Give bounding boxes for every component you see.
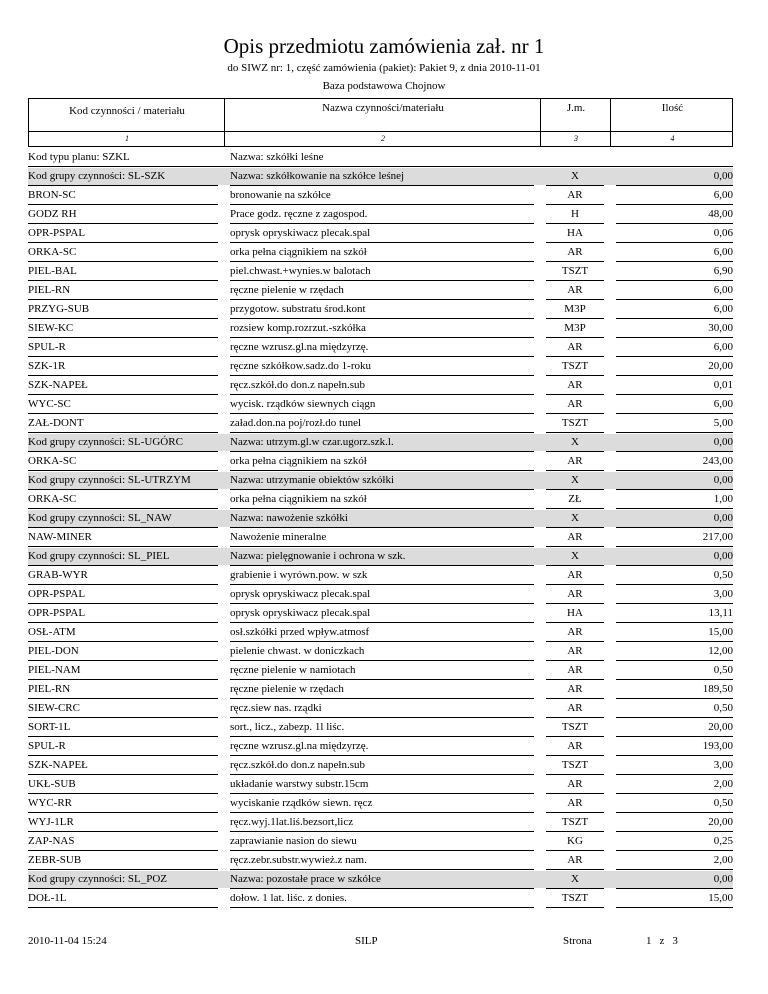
cell-name: ręcz.szkół.do don.z napełn.sub — [230, 759, 366, 771]
table-row — [28, 186, 733, 205]
cell-unit: TSZT — [561, 816, 589, 828]
cell-code: SZK-NAPEŁ — [28, 379, 88, 391]
table-row — [28, 395, 733, 414]
cell-unit: KG — [567, 835, 583, 847]
cell-name: oprysk opryskiwacz plecak.spal — [230, 588, 371, 600]
column-header-name: Nazwa czynności/materiału — [322, 102, 444, 114]
cell-code: SPUL-R — [28, 740, 66, 752]
cell-code: PIEL-RN — [28, 284, 71, 296]
cell-unit: X — [571, 170, 579, 182]
cell-quantity: 6,00 — [713, 284, 733, 296]
page-current: 1 — [646, 935, 652, 947]
cell-unit: AR — [567, 626, 583, 638]
cell-name: wycisk. rządków siewnych ciągn — [230, 398, 376, 410]
cell-unit: AR — [567, 455, 583, 467]
table-row — [28, 566, 733, 585]
cell-name: ręczne szkółkow.sadz.do 1-roku — [230, 360, 372, 372]
cell-quantity: 0,06 — [713, 227, 733, 239]
cell-unit: AR — [567, 189, 583, 201]
cell-name: rozsiew komp.rozrzut.-szkółka — [230, 322, 366, 334]
group-row — [28, 547, 733, 566]
cell-name: Nazwa: pielęgnowanie i ochrona w szk. — [230, 550, 406, 562]
document-title: Opis przedmiotu zamówienia zał. nr 1 — [223, 34, 545, 58]
table-body — [28, 148, 733, 908]
cell-quantity: 0,00 — [713, 170, 733, 182]
cell-code: WYC-RR — [28, 797, 72, 809]
cell-name: Nazwa: utrzym.gl.w czar.ugorz.szk.l. — [230, 436, 394, 448]
cell-unit: AR — [567, 702, 583, 714]
cell-quantity: 3,00 — [713, 759, 733, 771]
cell-code: OSŁ-ATM — [28, 626, 76, 638]
cell-quantity: 6,00 — [713, 303, 733, 315]
table-row — [28, 889, 733, 908]
cell-code: GODZ RH — [28, 208, 77, 220]
column-numbers — [28, 132, 733, 147]
cell-code: DOŁ-1L — [28, 892, 67, 904]
cell-code: WYJ-1LR — [28, 816, 74, 828]
cell-code: UKŁ-SUB — [28, 778, 76, 790]
cell-quantity: 0,50 — [713, 569, 733, 581]
cell-quantity: 30,00 — [708, 322, 733, 334]
cell-code: ZAŁ-DONT — [28, 417, 84, 429]
cell-unit: AR — [567, 379, 583, 391]
table-row — [28, 851, 733, 870]
cell-unit: TSZT — [561, 759, 589, 771]
cell-name: Nazwa: utrzymanie obiektów szkółki — [230, 474, 395, 486]
cell-name: orka pełna ciągnikiem na szkół — [230, 493, 367, 505]
cell-code: SORT-1L — [28, 721, 71, 733]
page-total: 3 — [672, 935, 678, 947]
cell-name: Nazwa: szkółki leśne — [230, 151, 324, 163]
cell-name: osł.szkółki przed wpływ.atmosf — [230, 626, 370, 638]
cell-quantity: 6,00 — [713, 341, 733, 353]
cell-unit: TSZT — [561, 417, 589, 429]
cell-code: ZAP-NAS — [28, 835, 75, 847]
cell-name: grabienie i wyrówn.pow. w szk — [230, 569, 368, 581]
cell-unit: AR — [567, 854, 583, 866]
cell-code: ZEBR-SUB — [28, 854, 82, 866]
table-row — [28, 623, 733, 642]
table-row — [28, 699, 733, 718]
column-number: 2 — [381, 134, 385, 143]
system-name: SILP — [355, 935, 378, 947]
cell-code: ORKA-SC — [28, 493, 77, 505]
cell-name: Prace godz. ręczne z zagospod. — [230, 208, 368, 220]
cell-unit: M3P — [564, 303, 586, 315]
table-row — [28, 262, 733, 281]
cell-code: Kod grupy czynności: SL_POZ — [28, 873, 168, 885]
cell-code: SIEW-KC — [28, 322, 74, 334]
table-row — [28, 718, 733, 737]
cell-unit: TSZT — [561, 360, 589, 372]
cell-name: Nazwa: szkółkowanie na szkółce leśnej — [230, 170, 405, 182]
cell-quantity: 193,00 — [702, 740, 733, 752]
cell-code: Kod grupy czynności: SL_NAW — [28, 512, 172, 524]
cell-quantity: 3,00 — [713, 588, 733, 600]
cell-unit: TSZT — [561, 265, 589, 277]
cell-name: dołow. 1 lat. liśc. z donies. — [230, 892, 347, 904]
cell-quantity: 6,00 — [713, 246, 733, 258]
cell-unit: AR — [567, 246, 583, 258]
cell-name: ręczne wzrusz.gl.na międzyrzę. — [230, 341, 369, 353]
cell-quantity: 0,01 — [713, 379, 733, 391]
cell-name: ręczne pielenie w rzędach — [230, 683, 344, 695]
cell-name: Nazwa: nawożenie szkółki — [230, 512, 348, 524]
column-number: 1 — [125, 134, 129, 143]
cell-quantity: 243,00 — [702, 455, 733, 467]
cell-unit: AR — [567, 569, 583, 581]
cell-quantity: 2,00 — [713, 854, 733, 866]
cell-quantity: 0,50 — [713, 664, 733, 676]
cell-code: ORKA-SC — [28, 455, 77, 467]
cell-name: Nawożenie mineralne — [230, 531, 327, 543]
cell-unit: X — [571, 436, 579, 448]
cell-name: piel.chwast.+wynies.w balotach — [230, 265, 371, 277]
cell-quantity: 48,00 — [708, 208, 733, 220]
table-row — [28, 794, 733, 813]
row-rule — [230, 907, 534, 908]
plan-row — [28, 148, 733, 167]
cell-unit: AR — [567, 797, 583, 809]
group-row — [28, 167, 733, 186]
cell-unit: AR — [567, 645, 583, 657]
table-row — [28, 338, 733, 357]
cell-unit: AR — [567, 398, 583, 410]
cell-quantity: 0,00 — [713, 436, 733, 448]
table-row — [28, 832, 733, 851]
cell-unit: AR — [567, 683, 583, 695]
cell-code: NAW-MINER — [28, 531, 92, 543]
table-row — [28, 528, 733, 547]
cell-unit: TSZT — [561, 721, 589, 733]
table-row — [28, 319, 733, 338]
cell-unit: ZŁ — [568, 493, 582, 505]
cell-quantity: 2,00 — [713, 778, 733, 790]
cell-quantity: 6,00 — [713, 189, 733, 201]
table-row — [28, 243, 733, 262]
cell-quantity: 6,00 — [713, 398, 733, 410]
cell-unit: X — [571, 550, 579, 562]
cell-code: SZK-NAPEŁ — [28, 759, 88, 771]
column-number: 3 — [574, 134, 578, 143]
cell-quantity: 13,11 — [708, 607, 733, 619]
cell-code: PIEL-DON — [28, 645, 79, 657]
cell-code: PRZYG-SUB — [28, 303, 90, 315]
cell-quantity: 0,00 — [713, 550, 733, 562]
cell-code: SIEW-CRC — [28, 702, 80, 714]
table-header — [28, 98, 733, 132]
cell-unit: AR — [567, 531, 583, 543]
cell-quantity: 0,00 — [713, 873, 733, 885]
table-row — [28, 205, 733, 224]
cell-code: ORKA-SC — [28, 246, 77, 258]
table-row — [28, 642, 733, 661]
cell-unit: AR — [567, 284, 583, 296]
table-row — [28, 661, 733, 680]
cell-name: pielenie chwast. w doniczkach — [230, 645, 365, 657]
cell-name: bronowanie na szkółce — [230, 189, 331, 201]
cell-code: Kod grupy czynności: SL-UTRZYM — [28, 474, 191, 486]
cell-code: BRON-SC — [28, 189, 76, 201]
cell-quantity: 217,00 — [702, 531, 733, 543]
cell-unit: HA — [567, 607, 583, 619]
group-row — [28, 509, 733, 528]
group-row — [28, 870, 733, 889]
table-row — [28, 357, 733, 376]
cell-name: ręczne wzrusz.gl.na międzyrzę. — [230, 740, 369, 752]
table-row — [28, 680, 733, 699]
cell-quantity: 0,25 — [713, 835, 733, 847]
cell-code: OPR-PSPAL — [28, 588, 86, 600]
table-row — [28, 300, 733, 319]
cell-name: ręcz.szkół.do don.z napełn.sub — [230, 379, 366, 391]
cell-code: SZK-1R — [28, 360, 66, 372]
cell-quantity: 0,50 — [713, 797, 733, 809]
cell-name: sort., licz., zabezp. 1l liśc. — [230, 721, 345, 733]
document-subtitle: do SIWZ nr: 1, część zamówienia (pakiet): Pakiet 9, z dnia 2010-11-01 — [227, 62, 541, 74]
cell-code: Kod grupy czynności: SL-UGÓRC — [28, 436, 183, 448]
table-row — [28, 775, 733, 794]
cell-name: załad.don.na poj/rozł.do tunel — [230, 417, 362, 429]
cell-name: ręcz.wyj.1lat.liś.bezsort,licz — [230, 816, 354, 828]
cell-unit: X — [571, 512, 579, 524]
cell-unit: AR — [567, 664, 583, 676]
cell-name: ręcz.siew nas. rządki — [230, 702, 322, 714]
column-header-unit: J.m. — [566, 102, 586, 114]
cell-name: ręcz.zebr.substr.wywież.z nam. — [230, 854, 367, 866]
cell-unit: HA — [567, 227, 583, 239]
column-header-code: Kod czynności / materiału — [69, 105, 185, 117]
table-row — [28, 281, 733, 300]
cell-quantity: 20,00 — [708, 816, 733, 828]
cell-code: Kod typu planu: SZKL — [28, 151, 130, 163]
cell-code: WYC-SC — [28, 398, 71, 410]
column-header-quantity: Ilość — [661, 102, 684, 114]
cell-name: wyciskanie rządków siewn. ręcz — [230, 797, 373, 809]
cell-code: OPR-PSPAL — [28, 227, 86, 239]
cell-name: orka pełna ciągnikiem na szkół — [230, 246, 367, 258]
column-number: 4 — [670, 134, 675, 143]
cell-name: Nazwa: pozostałe prace w szkółce — [230, 873, 381, 885]
cell-unit: M3P — [564, 322, 586, 334]
table-row — [28, 737, 733, 756]
row-rule — [616, 907, 733, 908]
cell-name: ręczne pielenie w rzędach — [230, 284, 344, 296]
table-row — [28, 490, 733, 509]
cell-unit: AR — [567, 588, 583, 600]
cell-code: PIEL-BAL — [28, 265, 77, 277]
cell-name: oprysk opryskiwacz plecak.spal — [230, 227, 371, 239]
table-row — [28, 756, 733, 775]
cell-name: przygotow. substratu środ.kont — [230, 303, 366, 315]
cell-quantity: 12,00 — [708, 645, 733, 657]
print-date: 2010-11-04 15:24 — [28, 935, 107, 947]
cell-unit: AR — [567, 341, 583, 353]
cell-name: oprysk opryskiwacz plecak.spal — [230, 607, 371, 619]
cell-quantity: 15,00 — [708, 892, 733, 904]
page-separator: z — [659, 935, 665, 947]
cell-unit: TSZT — [561, 892, 589, 904]
cell-name: orka pełna ciągnikiem na szkół — [230, 455, 367, 467]
cell-unit: X — [571, 873, 579, 885]
cell-quantity: 15,00 — [708, 626, 733, 638]
cell-name: ręczne pielenie w namiotach — [230, 664, 356, 676]
cell-code: Kod grupy czynności: SL-SZK — [28, 170, 166, 182]
cell-code: Kod grupy czynności: SL_PIEL — [28, 550, 170, 562]
table-row — [28, 224, 733, 243]
group-row — [28, 433, 733, 452]
cell-code: SPUL-R — [28, 341, 66, 353]
cell-unit: H — [571, 208, 579, 220]
cell-unit: AR — [567, 740, 583, 752]
page-counter — [646, 935, 686, 947]
table-row — [28, 414, 733, 433]
cell-quantity: 0,00 — [713, 512, 733, 524]
cell-quantity: 6,90 — [713, 265, 733, 277]
cell-quantity: 0,50 — [713, 702, 733, 714]
cell-quantity: 189,50 — [702, 683, 733, 695]
cell-quantity: 20,00 — [708, 360, 733, 372]
table-row — [28, 813, 733, 832]
cell-quantity: 1,00 — [713, 493, 733, 505]
cell-unit: X — [571, 474, 579, 486]
cell-unit: AR — [567, 778, 583, 790]
row-rule — [546, 907, 604, 908]
group-row — [28, 471, 733, 490]
cell-quantity: 0,00 — [713, 474, 733, 486]
table-row — [28, 604, 733, 623]
cell-quantity: 20,00 — [708, 721, 733, 733]
cell-name: zaprawianie nasion do siewu — [230, 835, 357, 847]
table-row — [28, 452, 733, 471]
cell-code: GRAB-WYR — [28, 569, 88, 581]
base-name: Baza podstawowa Chojnow — [322, 80, 446, 92]
cell-name: układanie warstwy substr.15cm — [230, 778, 369, 790]
page-label: Strona — [563, 935, 592, 947]
cell-code: PIEL-NAM — [28, 664, 81, 676]
cell-quantity: 5,00 — [713, 417, 733, 429]
table-row — [28, 376, 733, 395]
cell-code: OPR-PSPAL — [28, 607, 86, 619]
table-row — [28, 585, 733, 604]
row-rule — [28, 907, 218, 908]
cell-code: PIEL-RN — [28, 683, 71, 695]
